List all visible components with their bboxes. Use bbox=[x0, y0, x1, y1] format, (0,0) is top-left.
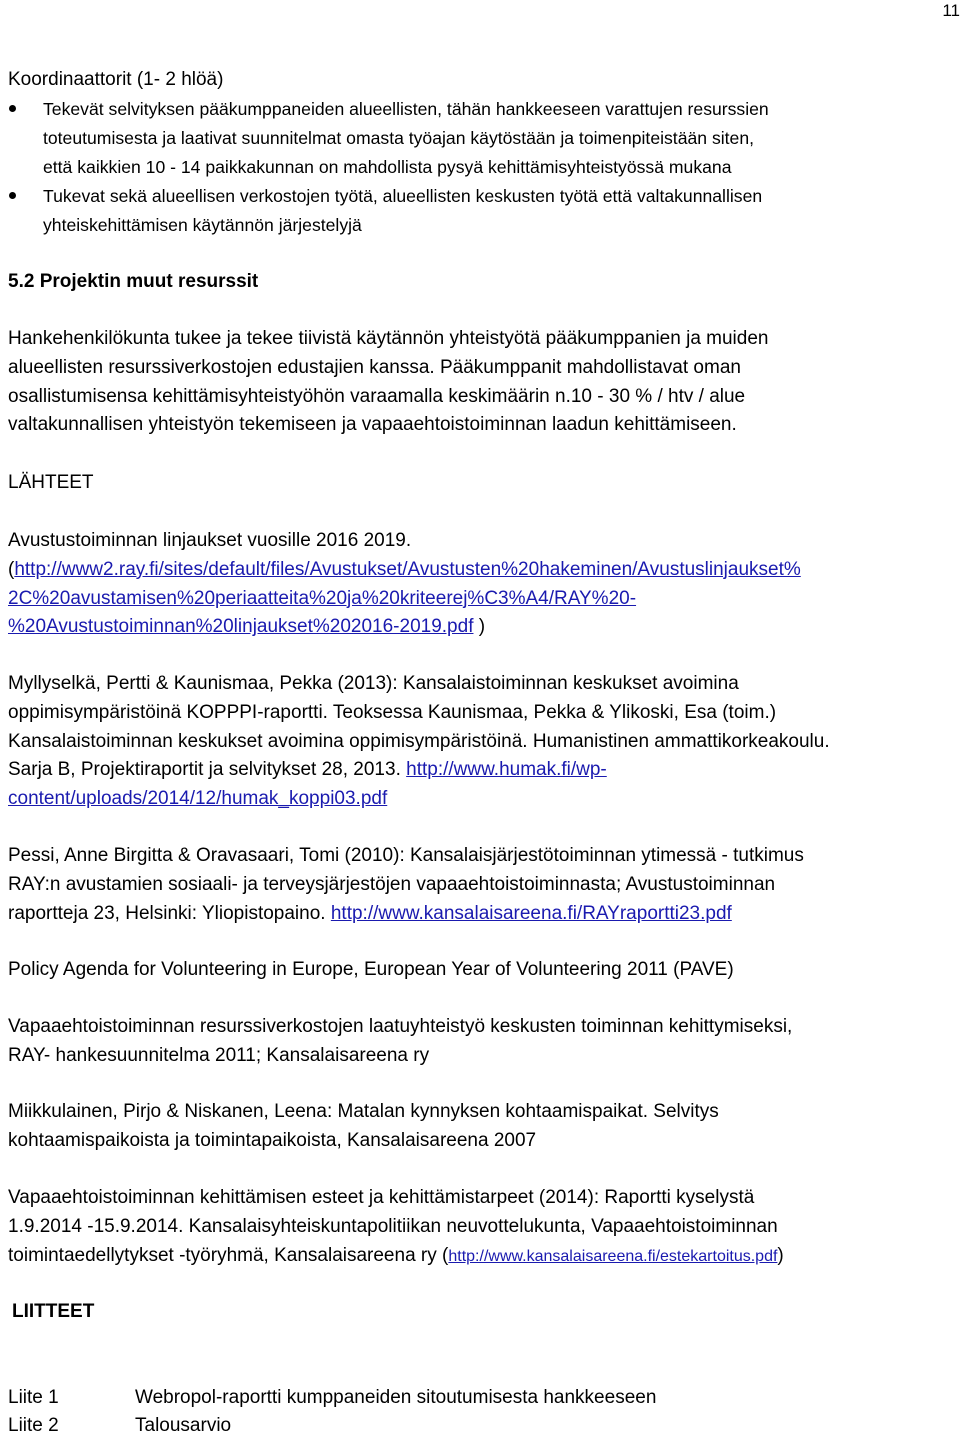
lahteet-heading: LÄHTEET bbox=[8, 472, 94, 493]
attachment-title: Talousarvio bbox=[135, 1415, 232, 1436]
reference-line bbox=[8, 585, 958, 614]
reference-line bbox=[8, 613, 958, 642]
bullet-item-2 bbox=[43, 182, 958, 240]
reference-line bbox=[8, 670, 958, 699]
reference-link[interactable]: http://www.humak.fi/wp- bbox=[406, 759, 607, 781]
reference-text: Myllyselkä, Pertti & Kaunismaa, Pekka (2013): Kansalaistoiminnan keskukset avoimina bbox=[8, 673, 739, 694]
reference-link[interactable]: http://www.kansalaisareena.fi/RAYraportti23.pdf bbox=[330, 902, 732, 924]
bullet-line: että kaikkien 10 - 14 paikkakunnan on mahdollista pysyä kehittämisyhteistyössä mukana bbox=[43, 156, 732, 177]
section-5-2-paragraph bbox=[8, 325, 958, 440]
reference-entry bbox=[8, 1098, 958, 1156]
attachment-label: Liite 2 bbox=[8, 1415, 59, 1436]
liitteet-heading: LIITTEET bbox=[12, 1301, 95, 1322]
koordinaattorit-heading: Koordinaattorit (1- 2 hlöä) bbox=[8, 69, 224, 90]
reference-entry bbox=[8, 842, 958, 928]
reference-entry bbox=[8, 956, 958, 985]
reference-text: raportteja 23, Helsinki: Yliopistopaino. bbox=[8, 902, 331, 924]
paragraph-line: alueellisten resurssiverkostojen edustajien kanssa. Pääkumppanit mahdollistavat oman bbox=[8, 356, 741, 378]
page-number: 11 bbox=[942, 1, 960, 20]
reference-line bbox=[8, 1242, 958, 1271]
reference-entry bbox=[8, 670, 958, 814]
bullet-line: yhteiskehittämisen käytännön järjestelyjä bbox=[43, 214, 362, 235]
reference-line bbox=[8, 1184, 958, 1213]
reference-text: Avustustoiminnan linjaukset vuosille 2016 2019. bbox=[8, 530, 412, 551]
reference-line bbox=[8, 871, 958, 900]
paragraph-line: Hankehenkilökunta tukee ja tekee tiivistä käytännön yhteistyötä pääkumppanien ja muiden bbox=[8, 328, 769, 349]
reference-text: kohtaamispaikoista ja toimintapaikoista, Kansalaisareena 2007 bbox=[8, 1129, 537, 1151]
paragraph-line: osallistumisensa kehittämisyhteistyöhön varaamalla keskimäärin n.10 - 30 % / htv / alue bbox=[8, 385, 746, 407]
reference-line bbox=[8, 785, 958, 814]
reference-text: oppimisympäristöinä KOPPPI-raportti. Teoksessa Kaunismaa, Pekka & Ylikoski, Esa (toim.) bbox=[8, 701, 777, 723]
reference-entry bbox=[8, 1013, 958, 1071]
reference-line bbox=[8, 699, 958, 728]
bullet-line: Tukevat sekä alueellisen verkostojen työtä, alueellisten keskusten työtä että valtakunnallisen bbox=[43, 186, 763, 206]
reference-line bbox=[8, 527, 958, 556]
reference-text: ( bbox=[8, 558, 15, 580]
paragraph-line: valtakunnallisen yhteistyön tekemiseen ja vapaaehtoistoiminnan laadun kehittämiseen. bbox=[8, 414, 737, 436]
reference-text: Sarja B, Projektiraportit ja selvitykset 28, 2013. bbox=[8, 759, 407, 781]
reference-entry bbox=[8, 527, 958, 642]
reference-line bbox=[8, 1213, 958, 1242]
reference-text: Pessi, Anne Birgitta & Oravasaari, Tomi (2010): Kansalaisjärjestötoiminnan ytimessä - tutkimus bbox=[8, 845, 804, 866]
reference-text: 1.9.2014 -15.9.2014. Kansalaisyhteiskuntapolitiikan neuvottelukunta, Vapaaehtoistoiminnan bbox=[8, 1215, 778, 1237]
reference-line bbox=[8, 1127, 958, 1156]
reference-text: toimintaedellytykset -työryhmä, Kansalaisareena ry ( bbox=[8, 1244, 449, 1266]
reference-text: RAY- hankesuunnitelma 2011; Kansalaisareena ry bbox=[8, 1044, 430, 1066]
reference-line bbox=[8, 556, 958, 585]
bullet-dot bbox=[9, 105, 16, 112]
reference-text: ) bbox=[777, 1244, 784, 1266]
bullet-item-1 bbox=[43, 95, 958, 181]
section-heading-5-2: 5.2 Projektin muut resurssit bbox=[8, 271, 259, 292]
reference-line bbox=[8, 756, 958, 785]
reference-line bbox=[8, 956, 958, 985]
bullet-line: toteutumisesta ja laativat suunnitelmat omasta työajan käytöstään ja toimenpiteistään siten, bbox=[43, 127, 754, 148]
reference-line bbox=[8, 900, 958, 929]
bullet-dot bbox=[9, 192, 16, 199]
reference-link[interactable]: http://www.kansalaisareena.fi/estekartoitus.pdf bbox=[448, 1247, 778, 1265]
bullet-line: Tekevät selvityksen pääkumppaneiden alueellisten, tähän hankkeeseen varattujen resurssien bbox=[43, 99, 769, 119]
reference-text: ) bbox=[473, 616, 486, 638]
attachment-label: Liite 1 bbox=[8, 1387, 59, 1408]
reference-link[interactable]: %20Avustustoiminnan%20linjaukset%202016-2019.pdf bbox=[8, 616, 474, 638]
reference-text: Miikkulainen, Pirjo & Niskanen, Leena: Matalan kynnyksen kohtaamispaikat. Selvitys bbox=[8, 1101, 719, 1122]
reference-line bbox=[8, 1013, 958, 1042]
reference-text: Vapaaehtoistoiminnan kehittämisen esteet ja kehittämistarpeet (2014): Raportti kyselystä bbox=[8, 1187, 755, 1208]
reference-link[interactable]: http://www2.ray.fi/sites/default/files/Avustukset/Avustusten%20hakeminen/Avustuslinjaukset% bbox=[14, 558, 801, 580]
reference-line bbox=[8, 1042, 958, 1071]
reference-line bbox=[8, 842, 958, 871]
reference-text: Policy Agenda for Volunteering in Europe, European Year of Volunteering 2011 (PAVE) bbox=[8, 959, 734, 980]
reference-text: Kansalaistoiminnan keskukset avoimina oppimisympäristöinä. Humanistinen ammattikorkeakoulu. bbox=[8, 730, 830, 752]
reference-line bbox=[8, 1098, 958, 1127]
reference-link[interactable]: content/uploads/2014/12/humak_koppi03.pdf bbox=[8, 788, 388, 810]
reference-line bbox=[8, 728, 958, 757]
reference-link[interactable]: 2C%20avustamisen%20periaatteita%20ja%20kriteerej%C3%A4/RAY%20- bbox=[8, 587, 637, 609]
reference-entry bbox=[8, 1184, 958, 1270]
reference-text: RAY:n avustamien sosiaali- ja terveysjärjestöjen vapaaehtoistoiminnasta; Avustustoiminnan bbox=[8, 873, 776, 895]
reference-text: Vapaaehtoistoiminnan resurssiverkostojen laatuyhteistyö keskusten toiminnan kehittymiseksi, bbox=[8, 1016, 793, 1037]
attachment-title: Webropol-raportti kumppaneiden sitoutumisesta hankkeeseen bbox=[135, 1387, 657, 1408]
